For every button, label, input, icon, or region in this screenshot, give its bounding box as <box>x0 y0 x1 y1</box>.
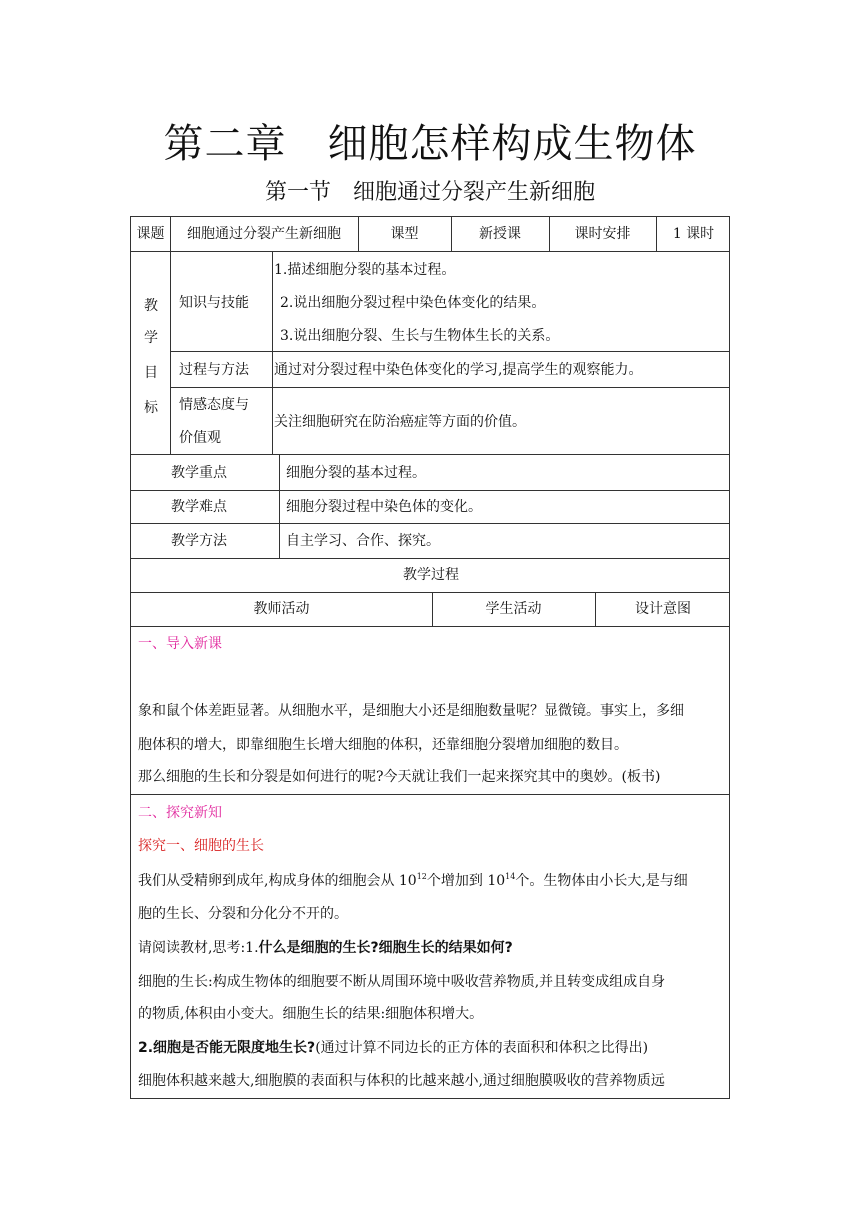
question-2-bold: 2.细胞是否能无限度地生长? <box>138 1040 316 1056</box>
teacher-activity-header: 教师活动 <box>253 601 310 617</box>
difficulty-label: 教学难点 <box>171 499 227 515</box>
objectives-label-char: 学 <box>144 330 158 346</box>
knowledge-item: 3.说出细胞分裂、生长与生物体生长的关系。 <box>280 328 560 344</box>
class-hours-label: 课时安排 <box>574 226 631 242</box>
exponent: 14 <box>505 872 516 881</box>
text-fragment: 请阅读教材,思考:1. <box>138 940 259 956</box>
answer-1-line: 细胞的生长:构成生物体的细胞要不断从周围环境中吸收营养物质,并且转变成组成自身 <box>138 974 666 990</box>
course-value: 细胞通过分裂产生新细胞 <box>187 226 341 242</box>
objectives-label-char: 标 <box>144 400 158 416</box>
lesson-type-label: 课型 <box>390 226 419 242</box>
lesson-type-value: 新授课 <box>479 226 521 242</box>
col-divider <box>170 251 171 454</box>
col-divider <box>272 251 273 454</box>
text-fragment: 个。生物体由小长大,是与细 <box>515 873 688 889</box>
col-divider <box>279 454 280 558</box>
text-fragment: 个增加到 10 <box>426 873 506 889</box>
text-fragment: 我们从受精卵到成年,构成身体的细胞会从 10 <box>138 873 417 889</box>
text-fragment: (通过计算不同边长的正方体的表面积和体积之比得出) <box>315 1040 649 1056</box>
student-activity-header: 学生活动 <box>485 601 542 617</box>
row-divider <box>131 626 729 627</box>
method-value: 自主学习、合作、探究。 <box>286 533 440 549</box>
explore-heading: 二、探究新知 <box>138 805 222 821</box>
knowledge-item: 2.说出细胞分裂过程中染色体变化的结果。 <box>280 295 546 311</box>
key-point-value: 细胞分裂的基本过程。 <box>286 465 426 481</box>
process-method-value: 通过对分裂过程中染色体变化的学习,提高学生的观察能力。 <box>274 362 643 378</box>
exponent: 12 <box>416 872 427 881</box>
question-1-bold: 什么是细胞的生长?细胞生长的结果如何? <box>258 940 513 956</box>
course-label: 课题 <box>136 226 165 242</box>
method-label: 教学方法 <box>171 533 227 549</box>
chapter-title: 第二章 细胞怎样构成生物体 <box>163 121 697 167</box>
row-divider <box>131 592 729 593</box>
question-2 <box>138 1039 648 1057</box>
objectives-label-char: 教 <box>144 298 158 314</box>
difficulty-value: 细胞分裂过程中染色体的变化。 <box>286 499 482 515</box>
intro-paragraph-line: 象和鼠个体差距显著。从细胞水平，是细胞大小还是细胞数量呢？显微镜。事实上，多细 <box>138 703 684 719</box>
row-divider <box>171 351 729 352</box>
answer-2-line: 细胞体积越来越大,细胞膜的表面积与体积的比越来越小,通过细胞膜吸收的营养物质远 <box>138 1073 665 1089</box>
row-divider <box>171 387 729 388</box>
explore-paragraph-line <box>138 872 688 890</box>
objectives-label-char: 目 <box>144 365 158 381</box>
row-divider <box>131 523 729 524</box>
row-divider <box>131 490 729 491</box>
row-divider <box>131 454 729 455</box>
class-hours-value: 1 课时 <box>672 226 715 242</box>
intro-heading: 一、导入新课 <box>138 636 222 652</box>
row-divider <box>131 251 729 252</box>
design-intent-header: 设计意图 <box>635 601 691 617</box>
explore-paragraph-line: 胞的生长、分裂和分化分不开的。 <box>138 906 348 922</box>
knowledge-skills-label: 知识与技能 <box>179 295 249 311</box>
lesson-plan-table <box>130 216 730 1099</box>
answer-1-line: 的物质,体积由小变大。细胞生长的结果:细胞体积增大。 <box>138 1006 484 1022</box>
intro-paragraph-line: 那么细胞的生长和分裂是如何进行的呢?今天就让我们一起来探究其中的奥妙。(板书) <box>138 769 661 785</box>
key-point-label: 教学重点 <box>171 465 227 481</box>
teaching-process-header: 教学过程 <box>403 567 459 583</box>
row-divider <box>131 794 729 795</box>
explore-subheading: 探究一、细胞的生长 <box>138 838 264 854</box>
knowledge-item: 1.描述细胞分裂的基本过程。 <box>274 262 456 278</box>
question-1 <box>138 939 513 957</box>
emotion-values-label: 价值观 <box>179 430 221 446</box>
intro-paragraph-line: 胞体积的增大，即靠细胞生长增大细胞的体积，还靠细胞分裂增加细胞的数目。 <box>138 737 628 753</box>
section-title: 第一节 细胞通过分裂产生新细胞 <box>264 180 595 205</box>
process-method-label: 过程与方法 <box>179 362 249 378</box>
emotion-values-value: 关注细胞研究在防治癌症等方面的价值。 <box>274 414 526 430</box>
row-divider <box>131 558 729 559</box>
emotion-values-label: 情感态度与 <box>179 397 249 413</box>
